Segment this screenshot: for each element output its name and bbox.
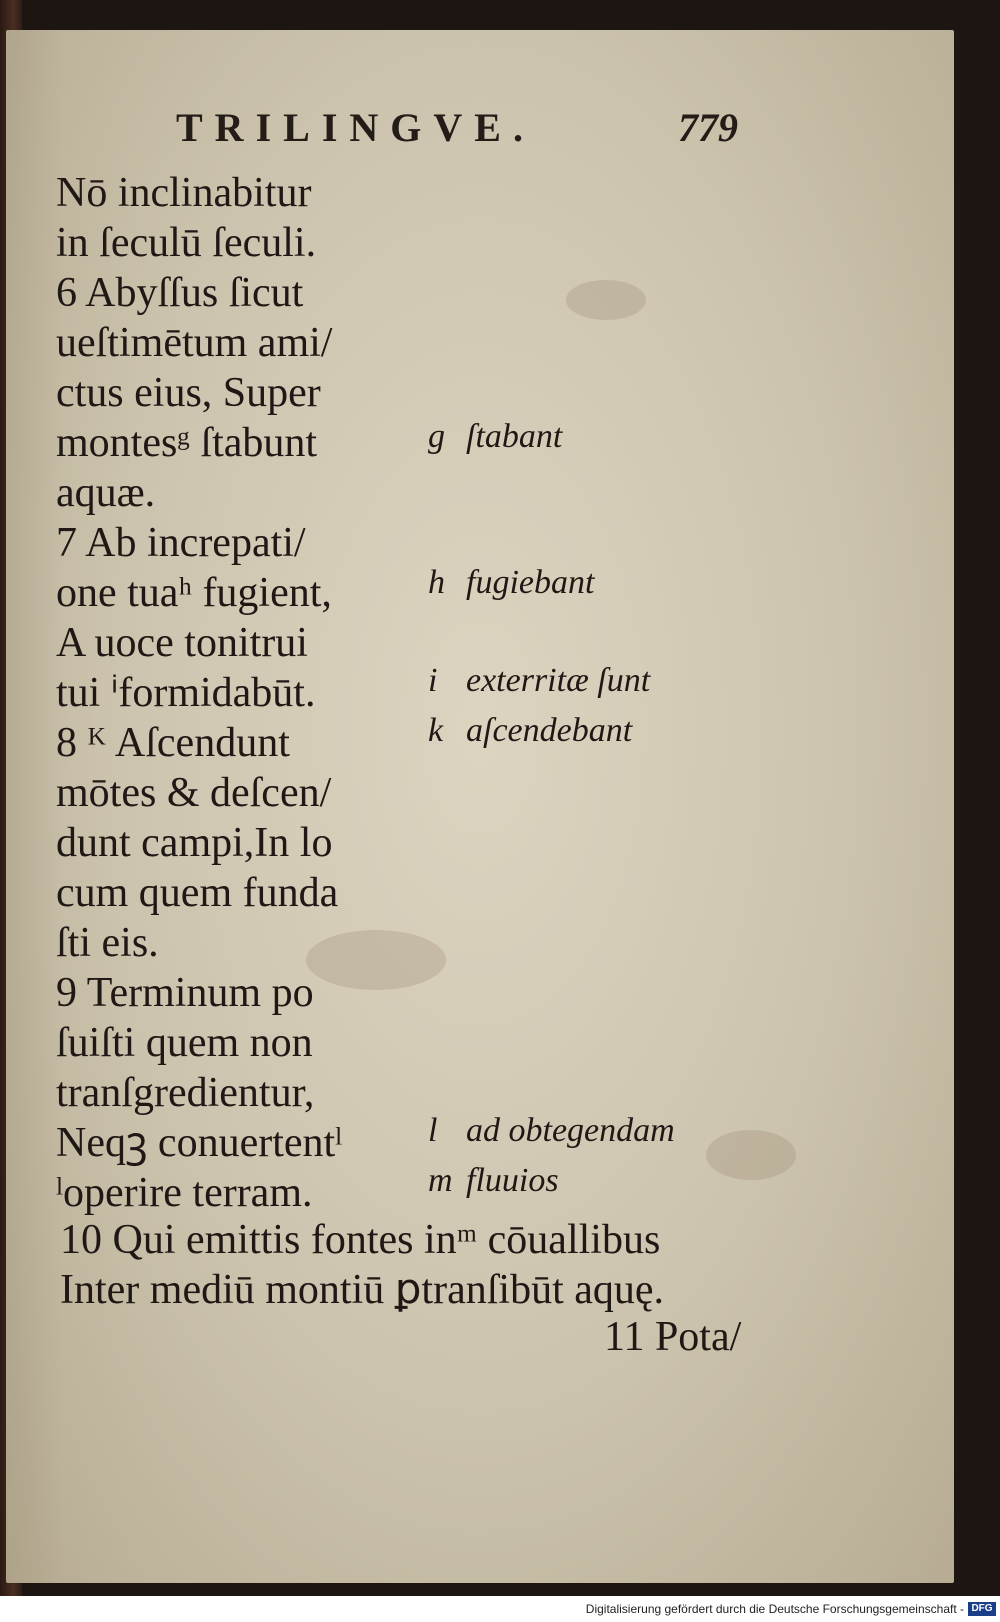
marginal-note — [428, 564, 594, 602]
text-line: mōtes & deſcen/ — [56, 770, 332, 816]
marginal-note — [428, 712, 632, 750]
text-line: aquæ. — [56, 470, 156, 516]
text-line: 6 Abyſſus ſicut — [56, 270, 304, 316]
full-width-text — [60, 1215, 760, 1315]
marginal-note — [428, 418, 562, 456]
note-key: h — [428, 564, 445, 601]
note-text: fluuios — [466, 1162, 559, 1199]
text-line: A uoce tonitrui — [56, 620, 308, 666]
page-header — [0, 104, 1000, 152]
text-line: 9 Terminum po — [56, 970, 314, 1016]
psalm-text-column — [56, 168, 416, 1218]
note-text: fugiebant — [466, 564, 595, 601]
note-text: ad obtegendam — [466, 1112, 675, 1149]
text-line: 7 Ab increpati/ — [56, 520, 306, 566]
note-key: m — [428, 1162, 453, 1199]
text-line: cum quem funda — [56, 870, 339, 916]
digitization-footer — [0, 1602, 1000, 1622]
text-line: ſti eis. — [56, 920, 159, 966]
text-line: montesᵍ ſtabunt — [56, 420, 318, 466]
text-line: 8 ᴷ Aſcendunt — [56, 720, 290, 766]
page-number: 779 — [678, 105, 738, 150]
note-key: i — [428, 662, 438, 699]
text-line: one tuaʰ fugient, — [56, 570, 332, 616]
text-line: ueſtimētum ami/ — [56, 320, 333, 366]
text-line: Neqꝫ conuertentˡ — [56, 1120, 343, 1166]
marginal-note — [428, 1162, 559, 1200]
dfg-logo: DFG — [968, 1602, 996, 1616]
text-line: tui ⁱformidabūt. — [56, 670, 316, 716]
text-line: dunt campi,In lo — [56, 820, 333, 866]
note-text: aſcendebant — [466, 712, 633, 749]
text-line: 10 Qui emittis fontes inᵐ cōuallibus — [60, 1217, 661, 1263]
text-line: ctus eius, Super — [56, 370, 321, 416]
paper-stain — [566, 280, 646, 320]
paper-stain — [706, 1130, 796, 1180]
note-text: exterritæ ſunt — [466, 662, 651, 699]
text-line: in ſeculū ſeculi. — [56, 220, 317, 266]
catchword: 11 Pota/ — [604, 1314, 742, 1360]
text-line: Nō inclinabitur — [56, 170, 312, 216]
text-line: ſuiſti quem non — [56, 1020, 313, 1066]
note-key: g — [428, 418, 445, 455]
note-text: ſtabant — [466, 418, 563, 455]
note-key: l — [428, 1112, 438, 1149]
text-line: tranſgredientur, — [56, 1070, 315, 1116]
text-line: ˡoperire terram. — [56, 1170, 313, 1216]
running-title: TRILINGVE. — [176, 105, 535, 150]
marginal-note — [428, 1112, 675, 1150]
funding-credit: Digitalisierung gefördert durch die Deutsche Forschungsgemeinschaft - — [585, 1602, 964, 1616]
text-line: Inter mediū montiū ꝑtranſibūt aquę. — [60, 1267, 665, 1313]
note-key: k — [428, 712, 444, 749]
marginal-note — [428, 662, 650, 700]
